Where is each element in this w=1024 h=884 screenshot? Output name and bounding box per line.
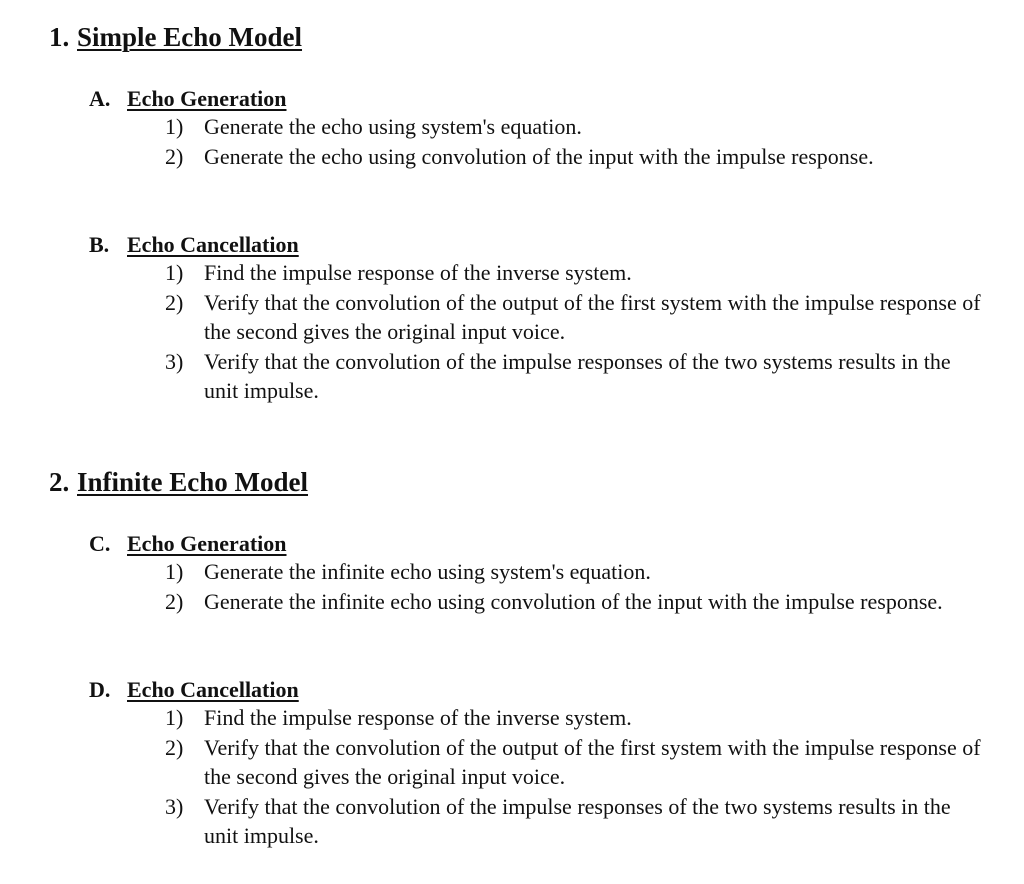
list-item (89, 142, 964, 172)
subsection-title: Echo Cancellation (127, 677, 299, 702)
item-marker: 1) (165, 559, 184, 584)
item-marker: 3) (165, 793, 184, 819)
section-number: 1. (49, 22, 70, 52)
item-text: Verify that the convolution of the impulse responses of the two systems results in the unit impulse. (204, 348, 951, 403)
subsection-heading (89, 531, 989, 557)
subsection-letter: A. (89, 86, 111, 111)
subsection-letter: D. (89, 677, 111, 702)
subsection-letter: B. (89, 232, 110, 257)
subsection-heading (89, 232, 989, 258)
subsection-b (89, 232, 989, 406)
item-text: Verify that the convolution of the output of the first system with the impulse response of the second gives the original input voice. (204, 289, 981, 344)
list-item (89, 258, 1004, 288)
item-text: Generate the infinite echo using system's equation. (204, 559, 651, 584)
item-text: Generate the infinite echo using convolution of the input with the impulse response. (204, 588, 943, 614)
item-marker: 2) (165, 143, 184, 169)
subsection-heading (89, 86, 989, 112)
subsection-heading (89, 677, 989, 703)
list-item (89, 288, 1004, 347)
list-item (89, 792, 964, 851)
item-marker: 3) (165, 348, 184, 374)
section-title: Simple Echo Model (77, 22, 303, 52)
section-title: Infinite Echo Model (77, 467, 309, 497)
list-item (89, 347, 964, 406)
subsection-title: Echo Cancellation (127, 232, 299, 257)
section-1-heading (49, 24, 302, 51)
item-marker: 1) (165, 705, 184, 730)
list-item (89, 733, 1004, 792)
subsection-title: Echo Generation (127, 86, 287, 111)
item-list (89, 112, 989, 171)
item-list (89, 557, 989, 616)
subsection-c (89, 531, 989, 616)
item-list (89, 258, 989, 406)
subsection-d (89, 677, 989, 851)
list-item (89, 703, 1004, 733)
item-text: Find the impulse response of the inverse system. (204, 260, 632, 285)
list-item (89, 587, 964, 617)
subsection-title: Echo Generation (127, 531, 287, 556)
section-number: 2. (49, 467, 70, 497)
item-marker: 2) (165, 734, 184, 760)
subsection-letter: C. (89, 531, 111, 556)
item-marker: 2) (165, 289, 184, 315)
list-item (89, 557, 1004, 587)
item-text: Generate the echo using system's equation. (204, 114, 582, 139)
item-text: Verify that the convolution of the output of the first system with the impulse response of the second gives the original input voice. (204, 734, 981, 789)
item-list (89, 703, 989, 851)
item-marker: 1) (165, 114, 184, 139)
section-2-heading (49, 469, 308, 496)
item-text: Find the impulse response of the inverse system. (204, 705, 632, 730)
item-text: Generate the echo using convolution of the input with the impulse response. (204, 143, 874, 169)
item-marker: 2) (165, 588, 184, 614)
item-text: Verify that the convolution of the impulse responses of the two systems results in the unit impulse. (204, 793, 951, 848)
item-marker: 1) (165, 260, 184, 285)
list-item (89, 112, 964, 142)
subsection-a (89, 86, 989, 171)
